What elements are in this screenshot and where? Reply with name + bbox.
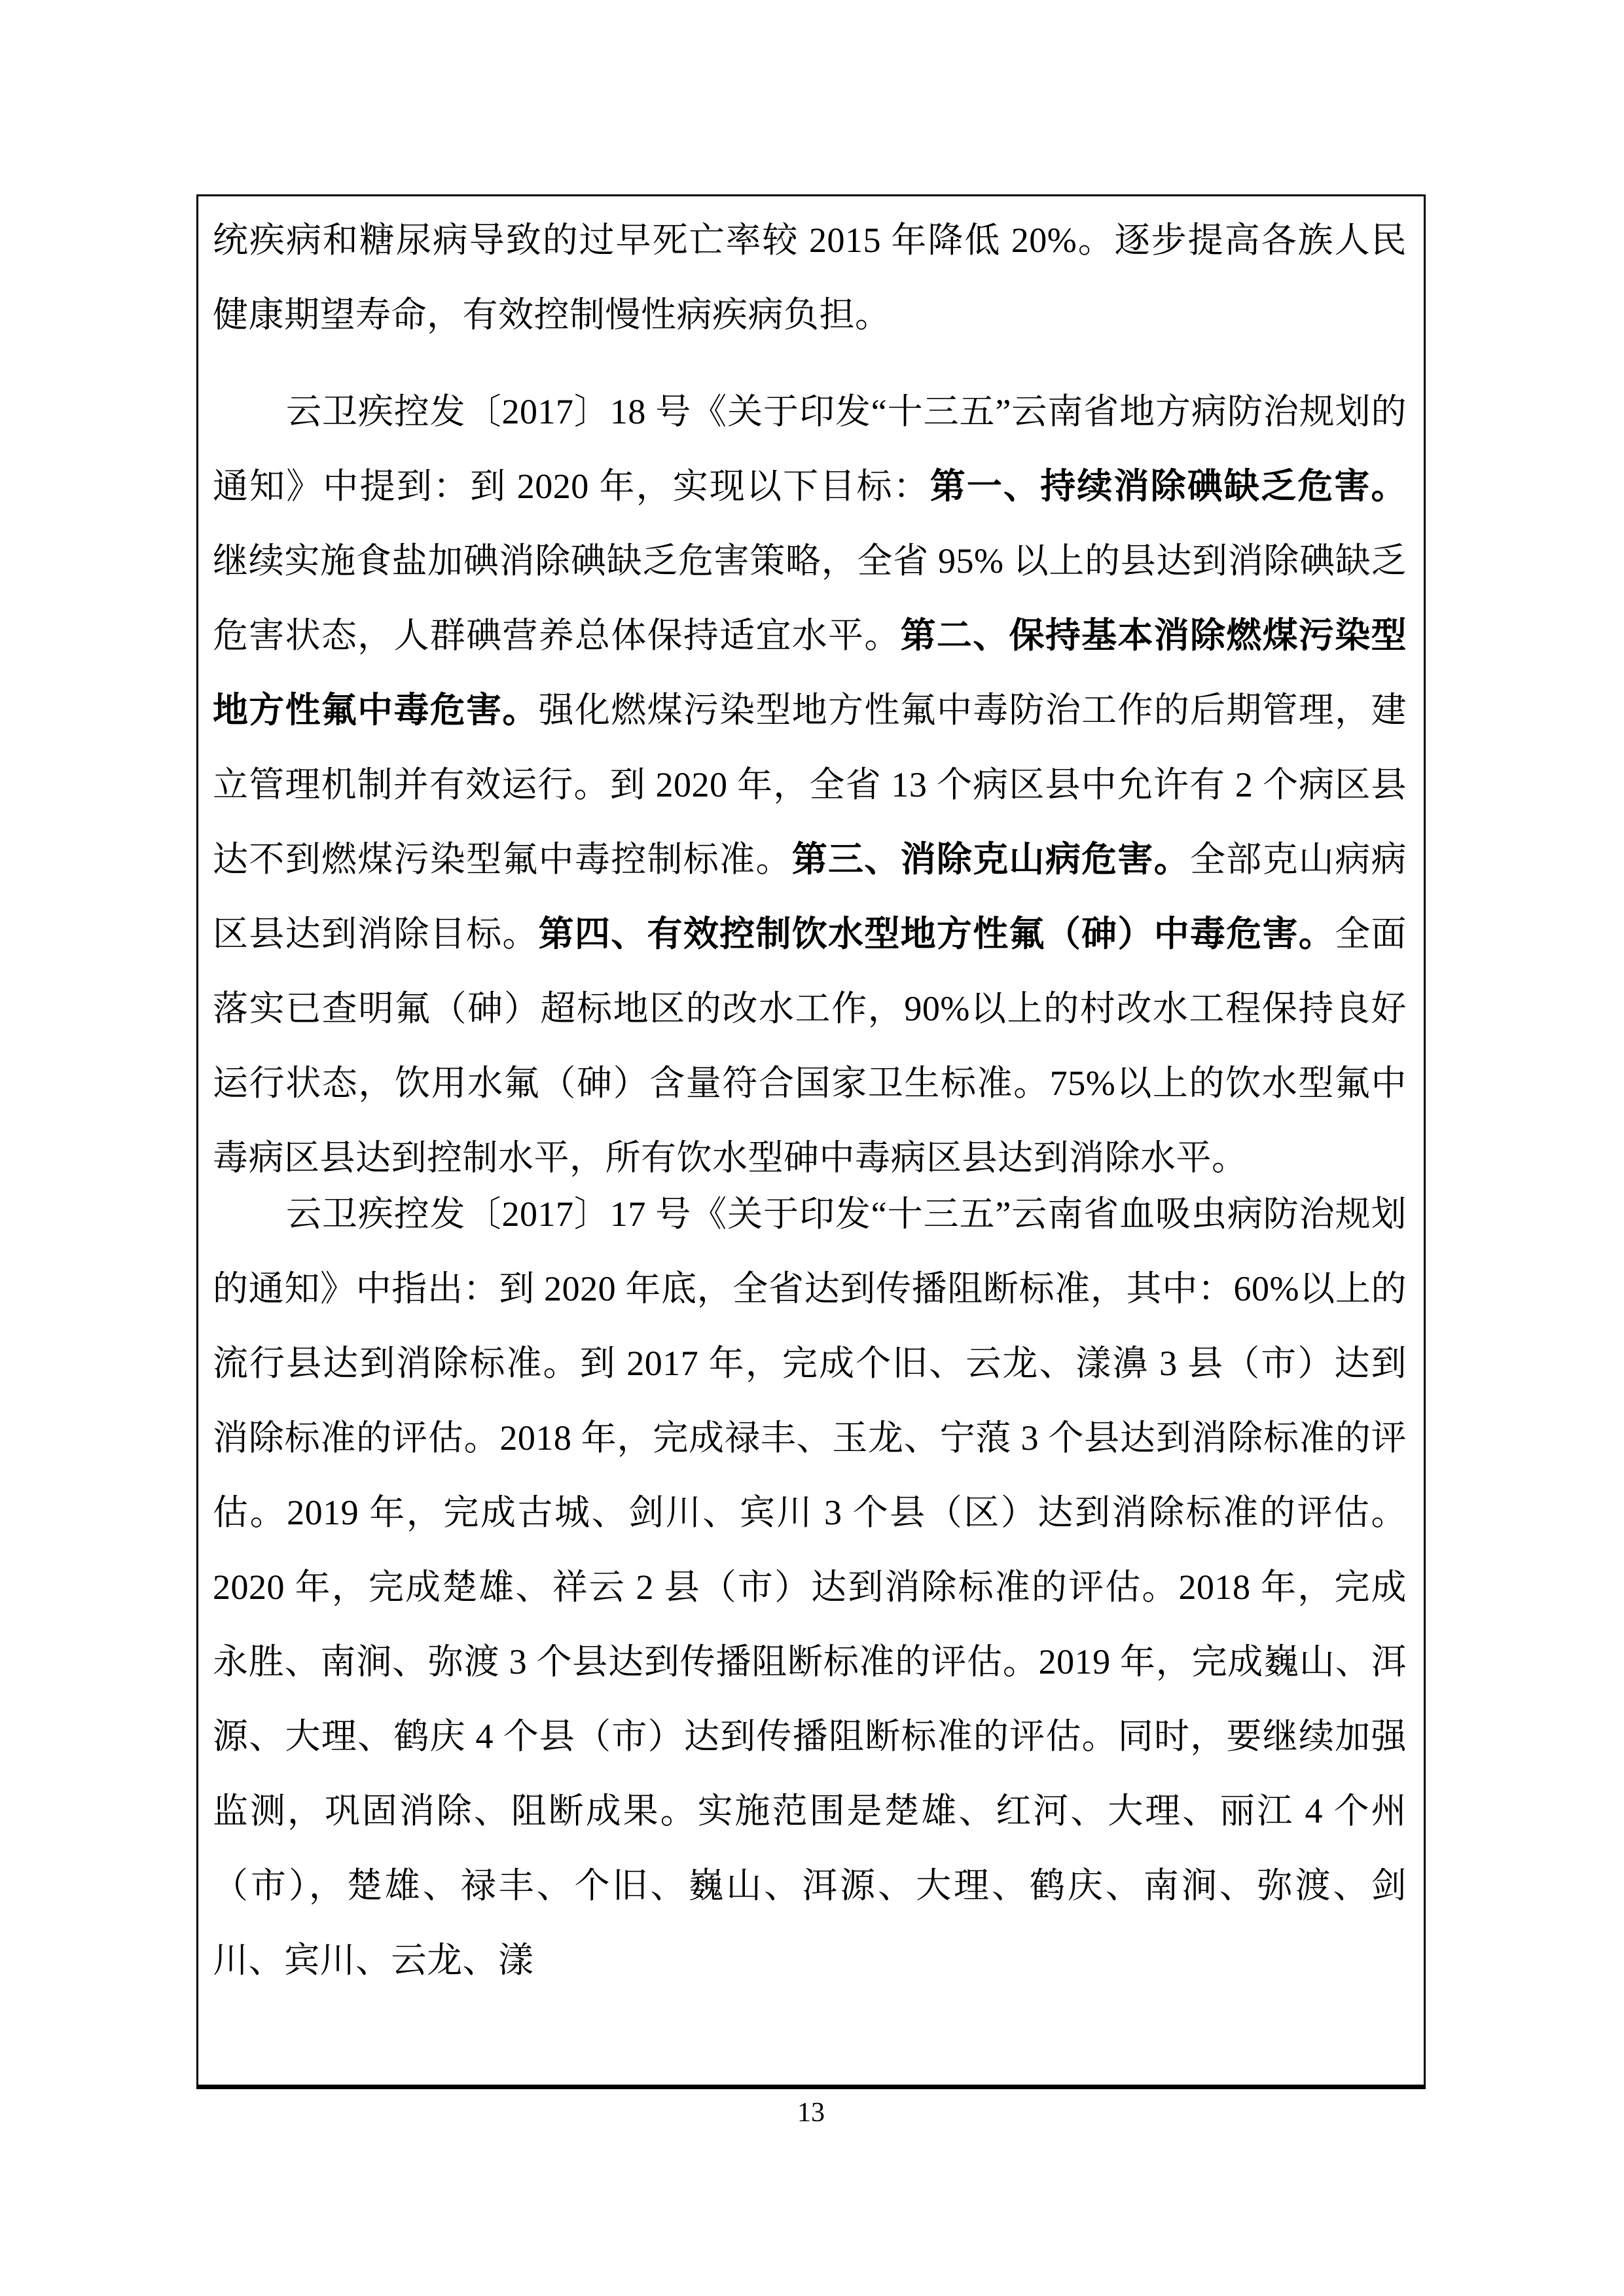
paragraph: [213, 1177, 1407, 1998]
bold-text-run: 第四、有效控制饮水型地方性氟（砷）中毒危害。: [538, 914, 1335, 954]
content-border-frame: [196, 194, 1426, 2089]
text-run: 全面落实已查明氟（砷）超标地区的改水工作，90%以上的村改水工程保持良好运行状态，饮用水氟（砷）含量符合国家卫生标准。75%以上的饮水型氟中毒病区县达到控制水平，所有饮水型砷中毒病区县达到消除水平。: [213, 914, 1407, 1177]
page-number: 13: [797, 2098, 825, 2128]
text-run: 全部克山病病区县达到消除目标。: [213, 840, 1407, 954]
bold-text-run: 第一、持续消除碘缺乏危害。: [929, 467, 1407, 506]
paragraph: [213, 203, 1407, 352]
text-run: 云卫疾控发〔2017〕18 号《关于印发“十三五”云南省地方病防治规划的通知》中提到：到 2020 年，实现以下目标：: [213, 392, 1407, 506]
text-run: 云卫疾控发〔2017〕17 号《关于印发“十三五”云南省血吸虫病防治规划的通知》中指出：到 2020 年底，全省达到传播阻断标准，其中：60%以上的流行县达到消除标准。到 2017 年，完成个旧、云龙、漾濞 3 县（市）达到消除标准的评估。2018 年，完成禄丰、玉龙、宁蒗 3 个县达到消除标准的评估。2019 年，完成古城、剑川、宾川 3 个县（区）达到消除标准的评估。2020 年，完成楚雄、祥云 2 县（市）达到消除标准的评估。2018 年，完成永胜、南涧、弥渡 3 个县达到传播阻断标准的评估。2019 年，完成巍山、洱源、大理、鹤庆 4 个县（市）达到传播阻断标准的评估。同时，要继续加强监测，巩固消除、阻断成果。实施范围是楚雄、红河、大理、丽江 4 个州（市），楚雄、禄丰、个旧、巍山、洱源、大理、鹤庆、南涧、弥渡、剑川、宾川、云龙、漾: [213, 1194, 1407, 1980]
document-body: [213, 203, 1407, 1998]
bold-text-run: 第二、保持基本消除燃煤污染型地方性氟中毒危害。: [213, 616, 1407, 730]
text-run: 统疾病和糖尿病导致的过早死亡率较 2015 年降低 20%。逐步提高各族人民健康期望寿命，有效控制慢性病疾病负担。: [213, 221, 1407, 334]
text-run: 继续实施食盐加碘消除碘缺乏危害策略，全省 95% 以上的县达到消除碘缺乏危害状态，人群碘营养总体保持适宜水平。: [213, 541, 1407, 655]
text-run: 强化燃煤污染型地方性氟中毒防治工作的后期管理，建立管理机制并有效运行。到 2020 年，全省 13 个病区县中允许有 2 个病区县达不到燃煤污染型氟中毒控制标准。: [213, 691, 1407, 879]
bold-text-run: 第三、消除克山病危害。: [791, 840, 1191, 879]
paragraph: [213, 374, 1407, 1195]
